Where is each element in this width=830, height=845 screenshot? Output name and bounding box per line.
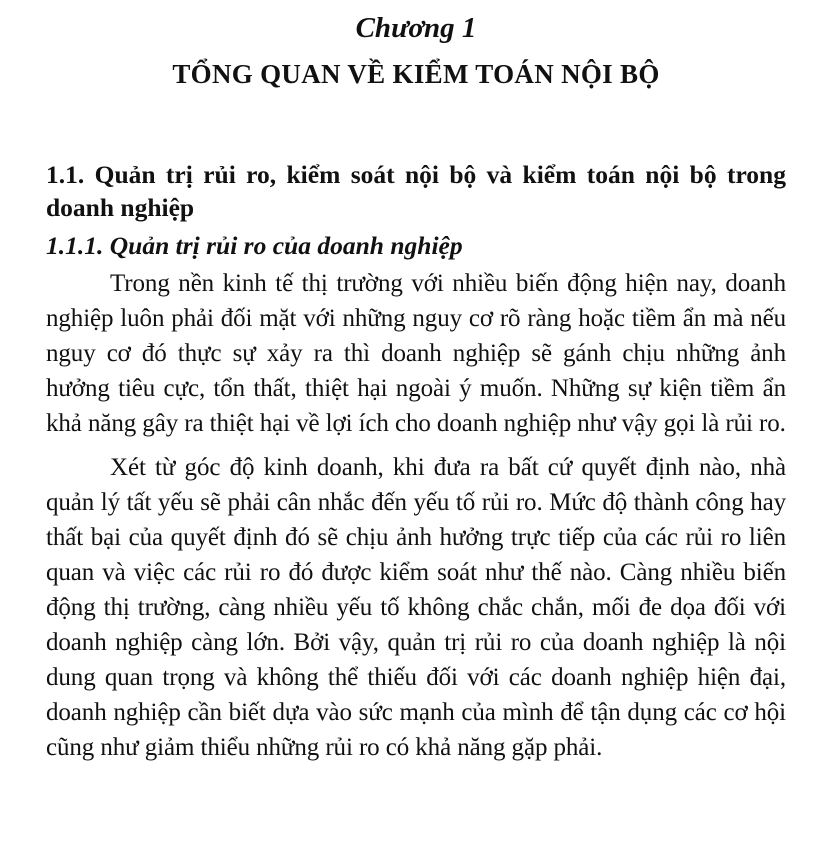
section-heading: 1.1. Quản trị rủi ro, kiểm soát nội bộ và kiểm toán nội bộ trong doanh nghiệp (46, 160, 786, 222)
subsection-heading: 1.1.1. Quản trị rủi ro của doanh nghiệp (46, 231, 463, 260)
chapter-title: TỔNG QUAN VỀ KIỂM TOÁN NỘI BỘ (172, 59, 660, 89)
chapter-label: Chương 1 (355, 12, 477, 44)
body-paragraph: Trong nền kinh tế thị trường với nhiều biến động hiện nay, doanh nghiệp luôn phải đối mặt với những nguy cơ rõ ràng hoặc tiềm ẩn mà nếu nguy cơ đó thực sự xảy ra thì doanh nghiệp sẽ gánh chịu những ảnh hưởng tiêu cực, tổn thất, thiệt hại ngoài ý muốn. Những sự kiện tiềm ẩn khả năng gây ra thiệt hại về lợi ích cho doanh nghiệp như vậy gọi là rủi ro. (46, 270, 786, 437)
body-paragraph: Xét từ góc độ kinh doanh, khi đưa ra bất cứ quyết định nào, nhà quản lý tất yếu sẽ phải cân nhắc đến yếu tố rủi ro. Mức độ thành công hay thất bại của quyết định đó sẽ chịu ảnh hưởng trực tiếp của các rủi ro liên quan và việc các rủi ro đó được kiểm soát như thế nào. Càng nhiều biến động thị trường, càng nhiều yếu tố không chắc chắn, mối đe dọa đối với doanh nghiệp càng lớn. Bởi vậy, quản trị rủi ro của doanh nghiệp là nội dung quan trọng và không thể thiếu đối với các doanh nghiệp hiện đại, doanh nghiệp cần biết dựa vào sức mạnh của mình để tận dụng các cơ hội cũng như giảm thiểu những rủi ro có khả năng gặp phải. (46, 454, 786, 761)
